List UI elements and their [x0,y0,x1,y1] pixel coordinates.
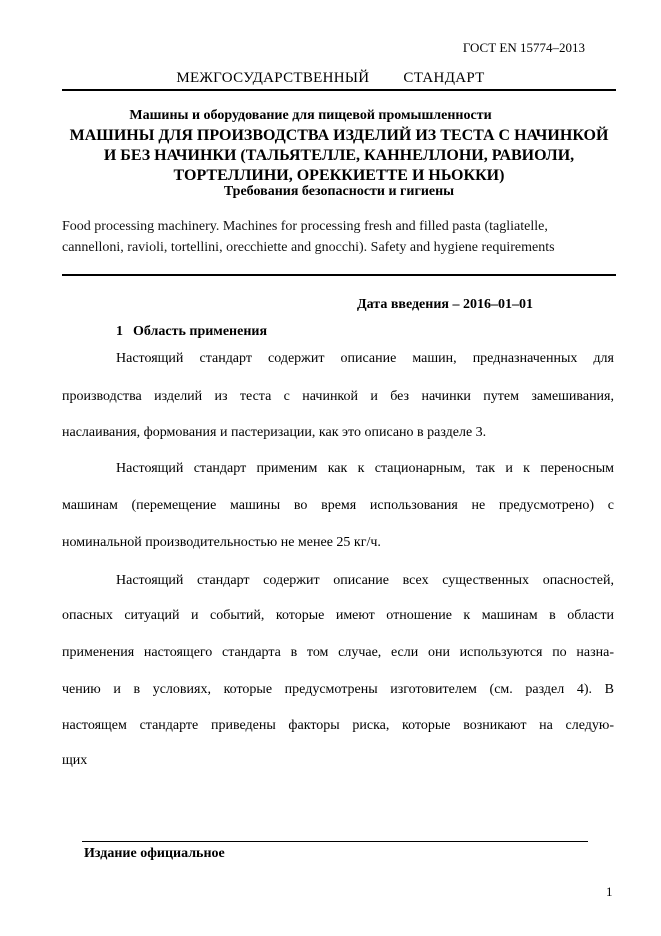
paragraph-line: опасных ситуаций и событий, которые имеют отношение к машинам в области [62,608,614,623]
paragraph-line: машинам (перемещение машины во время использования не предусмотрено) с [62,498,614,513]
standard-type [0,70,661,87]
edition-label: Издание официальное [84,846,225,861]
standard-type-word1: МЕЖГОСУДАРСТВЕННЫЙ [176,70,370,86]
paragraph-line: чению и в условиях, которые предусмотрены изготовителем (см. раздел 4). В [62,682,614,697]
english-title-line: Food processing machinery. Machines for processing fresh and filled pasta (tagliatelle, [62,219,548,234]
gost-code: ГОСТ EN 15774–2013 [462,40,585,55]
main-title-line: МАШИНЫ ДЛЯ ПРОИЗВОДСТВА ИЗДЕЛИЙ ИЗ ТЕСТА С НАЧИНКОЙ [69,127,609,144]
section-title: Область применения [133,324,268,339]
english-title-line: cannelloni, ravioli, tortellini, orecchiette and gnocchi). Safety and hygiene requirements [62,240,555,255]
main-title [62,126,616,186]
section-heading [116,324,267,340]
footer-divider [82,841,588,842]
subtitle: Требования безопасности и гигиены [223,184,455,199]
main-title-line: ТОРТЕЛЛИНИ, ОРЕККИЕТТЕ И НЬОККИ) [173,167,505,184]
paragraph-line: настоящем стандарте приведены факторы риска, которые возникают на следую- [62,718,614,733]
paragraph-line: Настоящий стандарт содержит описание всех существенных опасностей, [116,573,614,588]
page-number: 1 [606,884,613,899]
paragraph-line: номинальной производительностью не менее 25 кг/ч. [62,535,381,550]
paragraph-line: Настоящий стандарт содержит описание машин, предназначенных для [116,351,614,366]
paragraph-line: наслаивания, формования и пастеризации, как это описано в разделе 3. [62,425,487,440]
paragraph-line: щих [62,753,88,768]
paragraph-line: применения настоящего стандарта в том случае, если они используются по назна- [62,645,614,660]
group-title: Машины и оборудование для пищевой промышленности [129,108,492,123]
paragraph-line: Настоящий стандарт применим как к стационарным, так и к переносным [116,461,614,476]
paragraph-line: производства изделий из теста с начинкой и без начинки путем замешивания, [62,389,614,404]
english-title [62,216,618,258]
standard-type-word2: СТАНДАРТ [403,70,485,86]
top-divider [62,89,616,91]
middle-divider [62,274,616,276]
main-title-line: И БЕЗ НАЧИНКИ (ТАЛЬЯТЕЛЛЕ, КАННЕЛЛОНИ, РАВИОЛИ, [103,147,575,164]
section-number: 1 [116,324,123,339]
introduction-date: Дата введения – 2016–01–01 [357,297,533,312]
